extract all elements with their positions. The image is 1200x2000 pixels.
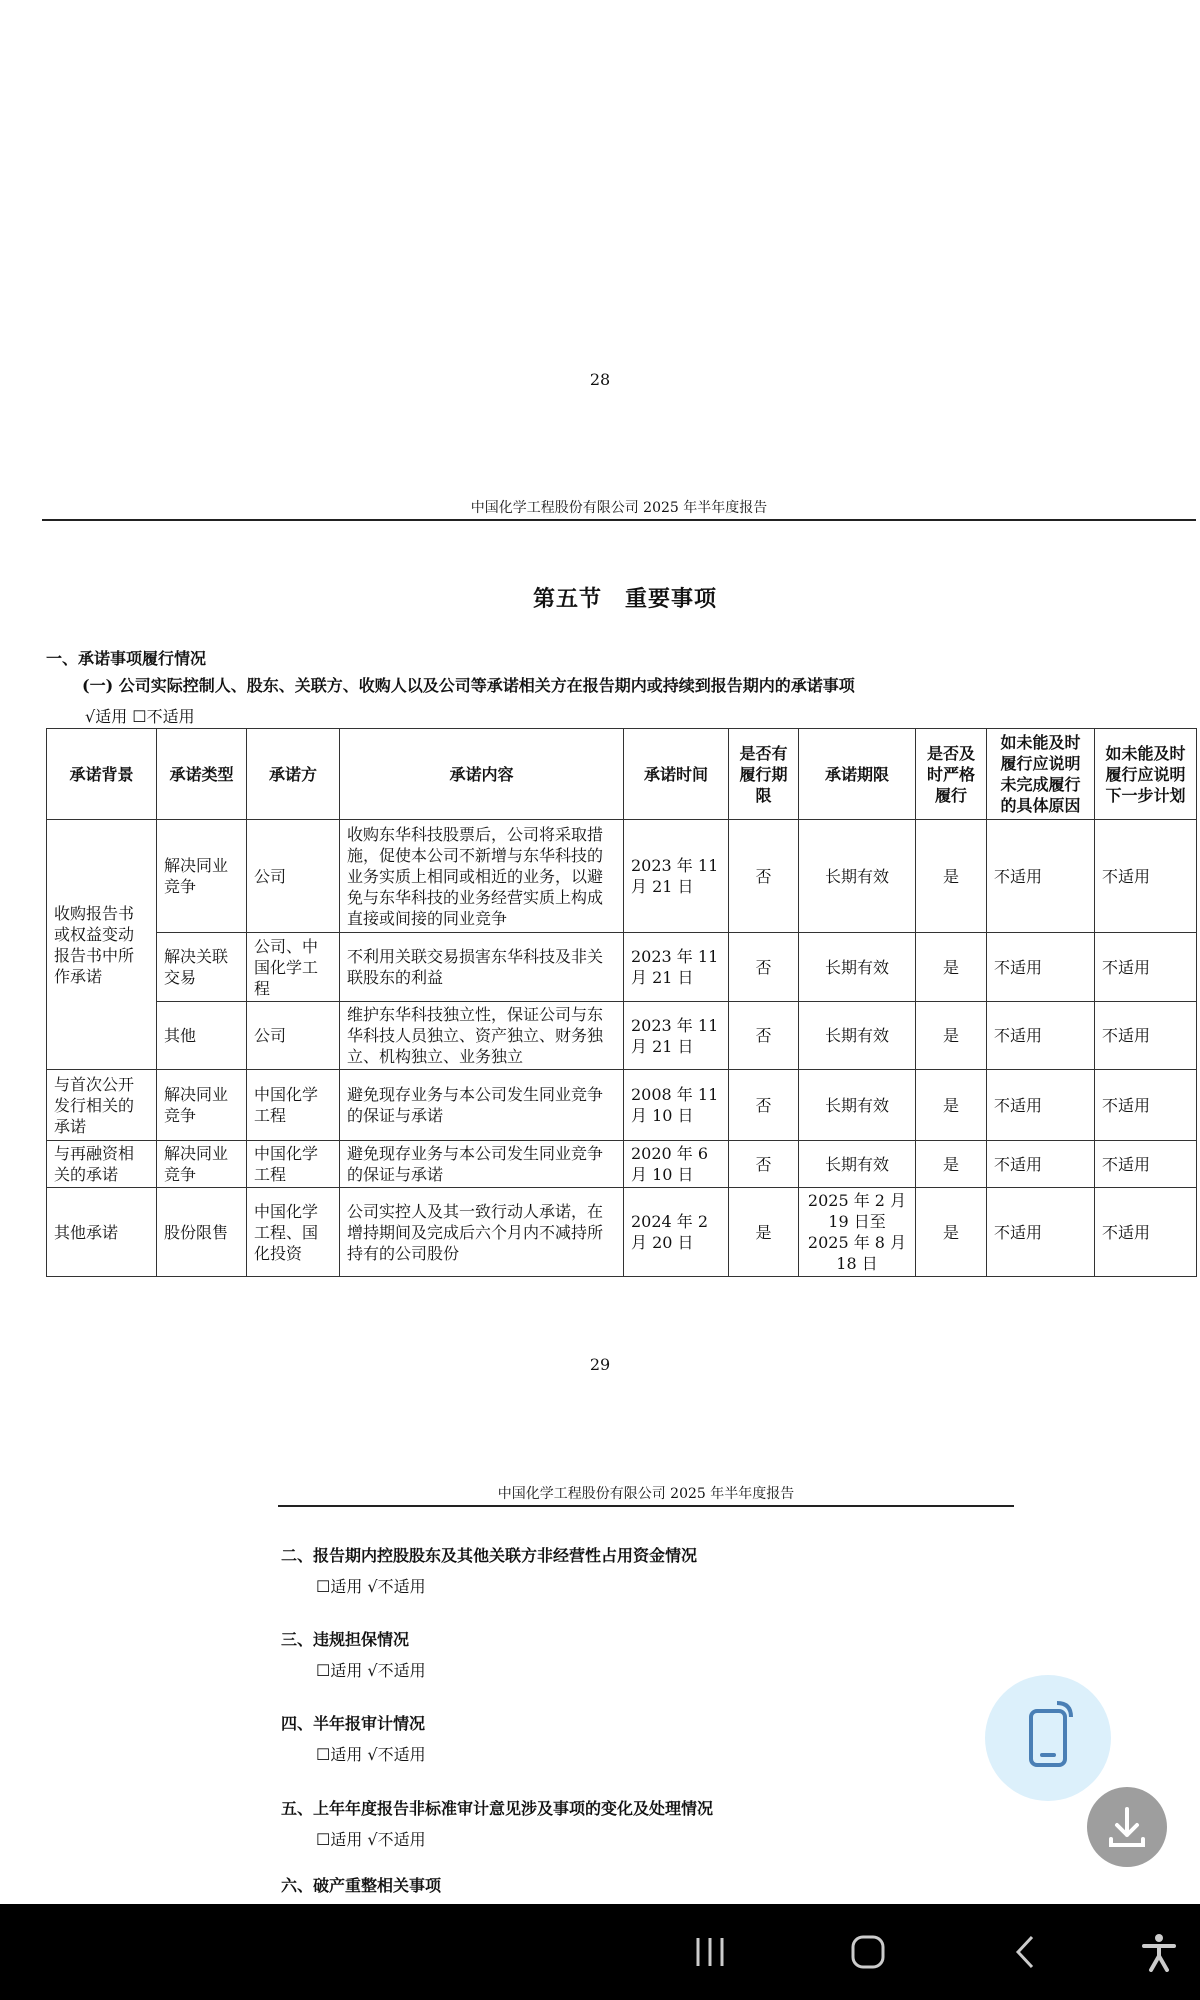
cell-has-term: 否 xyxy=(729,933,799,1002)
cell-strict: 是 xyxy=(916,1141,987,1188)
cell-party: 中国化学工程、国化投资 xyxy=(247,1188,340,1277)
cell-has-term: 否 xyxy=(729,820,799,933)
col-header: 是否及时严格履行 xyxy=(916,729,987,820)
cell-reason: 不适用 xyxy=(987,933,1095,1002)
phone-rotate-icon xyxy=(985,1675,1111,1801)
cell-background: 与再融资相关的承诺 xyxy=(47,1141,157,1188)
col-header: 承诺期限 xyxy=(799,729,916,820)
cell-content: 不利用关联交易损害东华科技及非关联股东的利益 xyxy=(340,933,624,1002)
cell-strict: 是 xyxy=(916,1002,987,1070)
header-divider xyxy=(42,519,1196,521)
cell-type: 解决同业竞争 xyxy=(157,1141,247,1188)
heading-nonstandard-opinion: 五、上年年度报告非标准审计意见涉及事项的变化及处理情况 xyxy=(281,1799,714,1818)
section-title: 第五节 重要事项 xyxy=(532,586,717,612)
cell-has-term: 是 xyxy=(729,1188,799,1277)
recent-apps-icon[interactable] xyxy=(690,1936,730,1968)
navigation-bar xyxy=(0,1904,1200,2000)
cell-strict: 是 xyxy=(916,1070,987,1141)
cell-content: 维护东华科技独立性，保证公司与东华科技人员独立、资产独立、财务独立、机构独立、业务独立 xyxy=(340,1002,624,1070)
cell-background: 其他承诺 xyxy=(47,1188,157,1277)
applicability-option: ☐适用 √不适用 xyxy=(316,1745,426,1764)
cell-time: 2023 年 11 月 21 日 xyxy=(624,933,729,1002)
cell-time: 2008 年 11 月 10 日 xyxy=(624,1070,729,1141)
cell-term: 长期有效 xyxy=(799,933,916,1002)
cell-plan: 不适用 xyxy=(1095,933,1197,1002)
col-header: 如未能及时履行应说明下一步计划 xyxy=(1095,729,1197,820)
cell-reason: 不适用 xyxy=(987,1141,1095,1188)
page-number: 29 xyxy=(589,1355,611,1374)
col-header: 承诺时间 xyxy=(624,729,729,820)
cell-term: 2025 年 2 月 19 日至 2025 年 8 月 18 日 xyxy=(799,1188,916,1277)
cell-type: 解决同业竞争 xyxy=(157,1070,247,1141)
accessibility-icon[interactable] xyxy=(1140,1932,1178,1972)
page-header: 中国化学工程股份有限公司 2025 年半年度报告 xyxy=(470,500,768,516)
cell-content: 避免现存业务与本公司发生同业竞争的保证与承诺 xyxy=(340,1070,624,1141)
download-button[interactable] xyxy=(1087,1787,1167,1867)
back-icon[interactable] xyxy=(1010,1934,1040,1970)
cell-plan: 不适用 xyxy=(1095,1070,1197,1141)
applicability-option: ☐适用 √不适用 xyxy=(316,1830,426,1849)
cell-term: 长期有效 xyxy=(799,820,916,933)
table-row xyxy=(47,1070,1197,1141)
table-row xyxy=(47,1188,1197,1277)
col-header: 承诺方 xyxy=(247,729,340,820)
table-row xyxy=(47,820,1197,933)
cell-has-term: 否 xyxy=(729,1002,799,1070)
cell-plan: 不适用 xyxy=(1095,1002,1197,1070)
applicability-option: ☐适用 √不适用 xyxy=(316,1661,426,1680)
cell-has-term: 否 xyxy=(729,1141,799,1188)
cell-content: 避免现存业务与本公司发生同业竞争的保证与承诺 xyxy=(340,1141,624,1188)
cell-term: 长期有效 xyxy=(799,1141,916,1188)
commitments-table xyxy=(46,728,1197,1277)
cell-plan: 不适用 xyxy=(1095,1141,1197,1188)
cell-time: 2020 年 6 月 10 日 xyxy=(624,1141,729,1188)
col-header: 承诺类型 xyxy=(157,729,247,820)
cell-strict: 是 xyxy=(916,1188,987,1277)
cell-reason: 不适用 xyxy=(987,820,1095,933)
applicability-option: ☐适用 √不适用 xyxy=(316,1577,426,1596)
cell-time: 2024 年 2 月 20 日 xyxy=(624,1188,729,1277)
cell-plan: 不适用 xyxy=(1095,1188,1197,1277)
cell-type: 股份限售 xyxy=(157,1188,247,1277)
cell-background: 与首次公开发行相关的承诺 xyxy=(47,1070,157,1141)
rotate-screen-button[interactable] xyxy=(985,1675,1111,1801)
cell-party: 公司 xyxy=(247,820,340,933)
cell-strict: 是 xyxy=(916,933,987,1002)
cell-has-term: 否 xyxy=(729,1070,799,1141)
cell-reason: 不适用 xyxy=(987,1002,1095,1070)
cell-type: 解决同业竞争 xyxy=(157,820,247,933)
cell-plan: 不适用 xyxy=(1095,820,1197,933)
cell-time: 2023 年 11 月 21 日 xyxy=(624,1002,729,1070)
cell-party: 公司、中国化学工程 xyxy=(247,933,340,1002)
heading-audit: 四、半年报审计情况 xyxy=(281,1714,426,1733)
cell-time: 2023 年 11 月 21 日 xyxy=(624,820,729,933)
page-header: 中国化学工程股份有限公司 2025 年半年度报告 xyxy=(497,1486,795,1502)
heading-commitments: 一、承诺事项履行情况 xyxy=(46,649,207,668)
cell-reason: 不适用 xyxy=(987,1188,1095,1277)
subheading: (一) 公司实际控制人、股东、关联方、收购人以及公司等承诺相关方在报告期内或持续到报告期内的承诺事项 xyxy=(82,676,855,695)
table-row xyxy=(47,933,1197,1002)
table-row xyxy=(47,1002,1197,1070)
cell-party: 公司 xyxy=(247,1002,340,1070)
heading-guarantee: 三、违规担保情况 xyxy=(281,1630,410,1649)
col-header: 承诺内容 xyxy=(340,729,624,820)
cell-strict: 是 xyxy=(916,820,987,933)
cell-type: 其他 xyxy=(157,1002,247,1070)
heading-fund-occupation: 二、报告期内控股股东及其他关联方非经营性占用资金情况 xyxy=(281,1546,698,1565)
cell-term: 长期有效 xyxy=(799,1002,916,1070)
cell-party: 中国化学工程 xyxy=(247,1141,340,1188)
col-header: 如未能及时履行应说明未完成履行的具体原因 xyxy=(987,729,1095,820)
page-number: 28 xyxy=(589,370,611,389)
home-icon[interactable] xyxy=(850,1934,886,1970)
cell-content: 收购东华科技股票后，公司将采取措施，促使本公司不新增与东华科技的业务实质上相同或相近的业务，以避免与东华科技的业务经营实质上构成直接或间接的同业竞争 xyxy=(340,820,624,933)
cell-reason: 不适用 xyxy=(987,1070,1095,1141)
header-divider xyxy=(278,1505,1014,1507)
cell-party: 中国化学工程 xyxy=(247,1070,340,1141)
col-header: 是否有履行期限 xyxy=(729,729,799,820)
table-row xyxy=(47,1141,1197,1188)
applicability-option: √适用 ☐不适用 xyxy=(85,707,195,726)
cell-term: 长期有效 xyxy=(799,1070,916,1141)
table-header-row xyxy=(47,729,1197,820)
col-header: 承诺背景 xyxy=(47,729,157,820)
heading-bankruptcy: 六、破产重整相关事项 xyxy=(281,1876,442,1895)
cell-type: 解决关联交易 xyxy=(157,933,247,1002)
download-icon xyxy=(1087,1787,1167,1867)
cell-background: 收购报告书或权益变动报告书中所作承诺 xyxy=(47,820,157,1070)
cell-content: 公司实控人及其一致行动人承诺，在增持期间及完成后六个月内不减持所持有的公司股份 xyxy=(340,1188,624,1277)
